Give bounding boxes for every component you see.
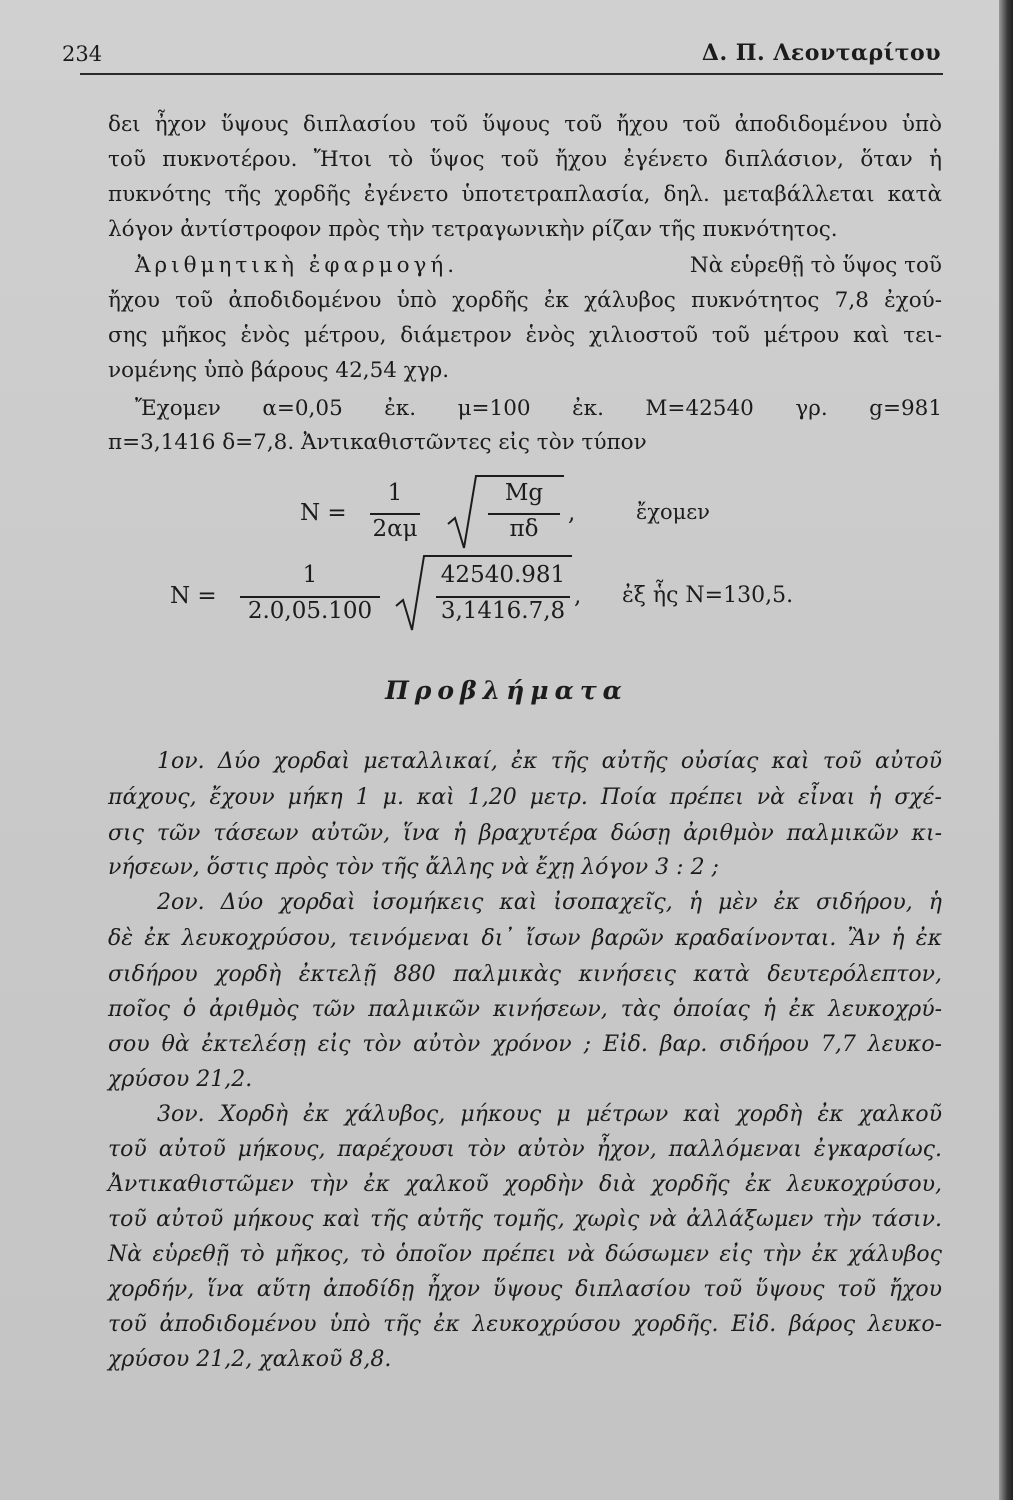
formula-1-root-denominator: πδ [509,516,539,542]
formula-1-comma: , [568,500,576,526]
formula-2-text: ἐξ ἧς N=130,5. [622,583,794,608]
running-head: Δ. Π. Λεονταρίτου [701,40,941,66]
text-line: νομένης ὑπὸ βάρους 42,54 χγρ. [108,358,450,383]
fraction-bar [370,513,420,515]
problem-line: χρύσου 21,2. [108,1067,253,1092]
problem-line: πάχους, ἔχουν μήκη 1 μ. καὶ 1,20 μετρ. Ποία πρέπει νὰ εἶναι ἡ σχέ- [108,785,942,810]
text-line: λόγον ἀντίστροφον πρὸς τὴν τετραγωνικὴν ρίζαν τῆς πυκνότητος. [108,217,838,242]
formula-1-root-numerator: Mg [504,480,544,506]
given-values-2: π=3,1416 δ=7,8. Ἀντικαθιστῶντες εἰς τὸν τύπον [108,430,647,455]
application-first-line [135,251,942,281]
problem-line: τοῦ αὐτοῦ μήκους, παρέχουσι τὸν αὐτὸν ἦχον, παλλόμεναι ἐγκαρσίως. [108,1137,942,1162]
problem-line: τοῦ ἀποδιδομένου ὑπὸ τῆς ἐκ λευκοχρύσου χορδῆς. Εἰδ. βάρος λευκο- [108,1312,942,1337]
formula-2-comma: , [574,583,582,609]
formula-1-numerator: 1 [387,480,403,506]
problem-line: σις τῶν τάσεων αὐτῶν, ἵνα ἡ βραχυτέρα δώσῃ ἀριθμὸν παλμικῶν κι- [108,821,942,846]
given-values: Ἔχομεν α=0,05 ἐκ. μ=100 ἐκ. Μ=42540 γρ. g=981 [135,396,942,421]
problem-line: 3ον. Χορδὴ ἐκ χάλυβος, μήκους μ μέτρων καὶ χορδὴ ἐκ χαλκοῦ [157,1102,942,1127]
formula-2-lhs: N = [170,583,217,609]
page-edge-shadow [999,0,1013,1500]
problem-line: σιδήρου χορδὴ ἐκτελῇ 880 παλμικὰς κινήσεις κατὰ δευτερόλεπτον, [108,962,942,987]
text-line: σης μῆκος ἑνὸς μέτρου, διάμετρον ἑνὸς χιλιοστοῦ τοῦ μέτρου καὶ τει- [108,323,942,348]
formula-1-text: ἔχομεν [636,500,710,524]
application-text: Νὰ εὑρεθῇ τὸ ὕψος τοῦ [689,253,942,278]
page-header [0,0,1013,80]
formula-1-denominator: 2αμ [372,516,418,542]
problem-line: νήσεων, ὅστις πρὸς τὸν τῆς ἄλλης νὰ ἔχῃ λόγον 3 : 2 ; [108,855,719,880]
fraction-bar [488,513,560,515]
formula-2-numerator: 1 [302,562,318,588]
problem-line: χορδήν, ἵνα αὕτη ἀποδίδῃ ἦχον ὕψους διπλασίου τοῦ ὕψους τοῦ ἤχου [108,1277,942,1302]
problem-line: Νὰ εὑρεθῇ τὸ μῆκος, τὸ ὁποῖον πρέπει νὰ δώσωμεν εἰς τὴν ἐκ χάλυβος [108,1242,942,1267]
problem-line: Ἀντικαθιστῶμεν τὴν ἐκ χαλκοῦ χορδὴν διὰ χορδῆς ἐκ λευκοχρύσου, [108,1172,942,1197]
problem-line: 2ον. Δύο χορδαὶ ἰσομήκεις καὶ ἰσοπαχεῖς, ἡ μὲν ἐκ σιδήρου, ἡ [157,890,942,915]
problem-line: χρύσου 21,2, χαλκοῦ 8,8. [108,1347,392,1372]
formula-2-denominator: 2.0,05.100 [247,598,373,624]
text-line: πυκνότης τῆς χορδῆς ἐγένετο ὑποτετραπλασία, δηλ. μεταβάλλεται κατὰ [108,182,942,207]
problem-line: τοῦ αὐτοῦ μήκους καὶ τῆς αὐτῆς τομῆς, χωρὶς νὰ ἀλλάξωμεν τὴν τάσιν. [108,1207,942,1232]
text-line: ἤχου τοῦ ἀποδιδομένου ὑπὸ χορδῆς ἐκ χάλυβος πυκνότητος 7,8 ἐχού- [108,288,942,313]
text-line: τοῦ πυκνοτέρου. Ἤτοι τὸ ὕψος τοῦ ἤχου ἐγένετο διπλάσιον, ὅταν ἡ [108,147,942,172]
text-line: δει ἦχον ὕψους διπλασίου τοῦ ὕψους τοῦ ἤχου τοῦ ἀποδιδομένου ὑπὸ [108,112,942,137]
problems-heading: Προβλήματα [385,676,628,705]
formula-2-root-denominator: 3,1416.7,8 [440,598,566,624]
header-rule [80,73,943,75]
problem-line: δὲ ἐκ λευκοχρύσου, τεινόμεναι δι᾿ ἴσων βαρῶν κραδαίνονται. Ἂν ἡ ἐκ [108,926,942,951]
formula-1-lhs: N = [300,500,347,526]
page-number: 234 [62,42,103,66]
formula-2-root-numerator: 42540.981 [440,562,566,588]
problem-line: ποῖος ὁ ἀριθμὸς τῶν παλμικῶν κινήσεων, τὰς ὁποίας ἡ ἐκ λευκοχρύ- [108,997,942,1022]
problem-line: σου θὰ ἐκτελέσῃ εἰς τὸν αὐτὸν χρόνον ; Εἰδ. βαρ. σιδήρου 7,7 λευκο- [108,1032,942,1057]
application-label: Ἀριθμητικὴ ἐφαρμογή. [135,253,459,278]
problem-line: 1ον. Δύο χορδαὶ μεταλλικαί, ἐκ τῆς αὐτῆς οὐσίας καὶ τοῦ αὐτοῦ [157,749,942,774]
